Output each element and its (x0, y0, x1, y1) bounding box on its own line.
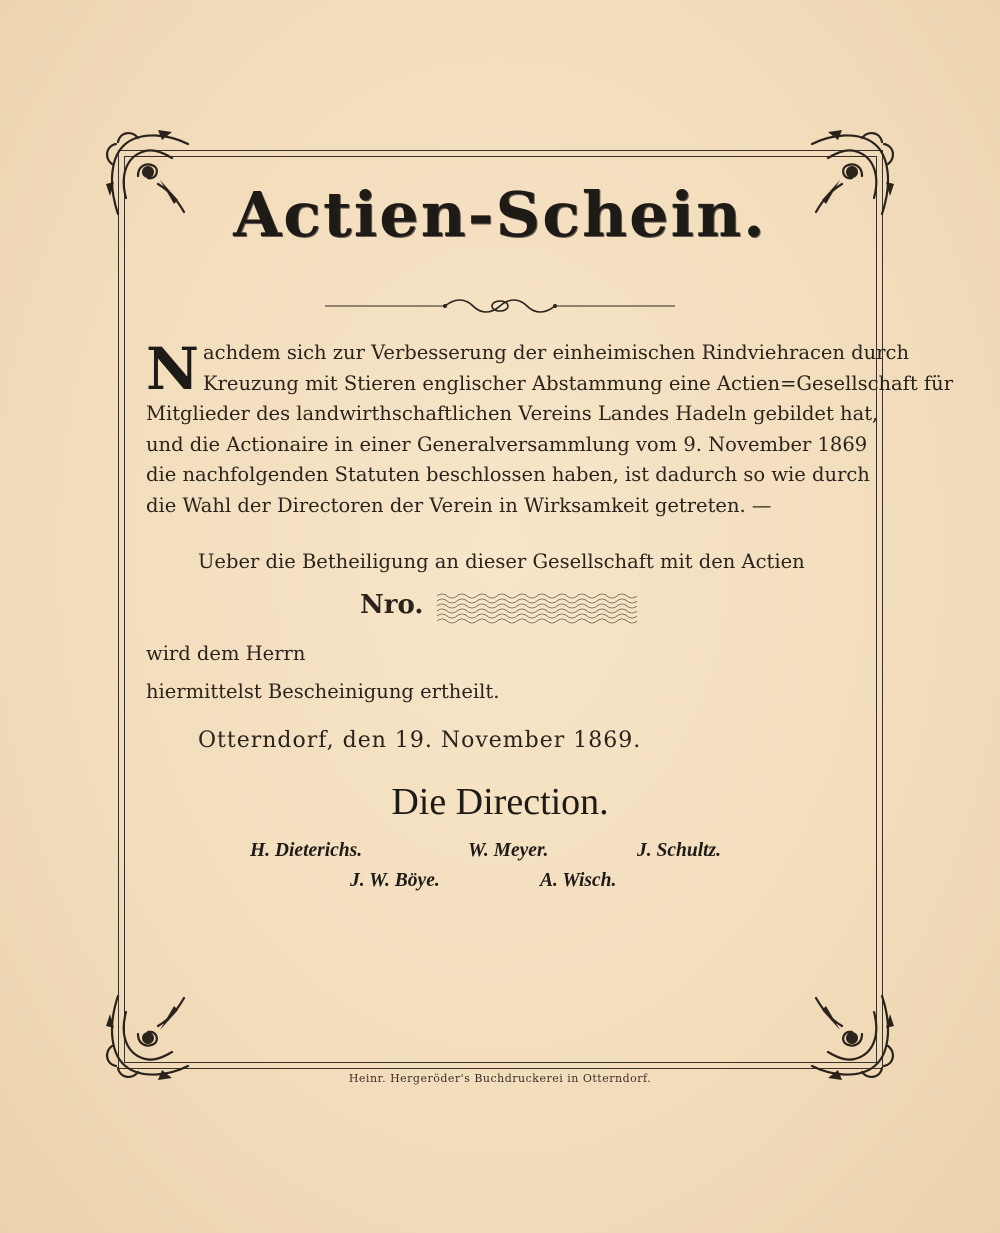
paragraph-line: Kreuzung mit Stieren englischer Abstammung eine Actien=Gesellschaft für (203, 371, 954, 395)
paragraph-line: die Wahl der Directoren der Verein in Wirksamkeit getreten. — (146, 493, 772, 517)
signatory-name: H. Dieterichs. (250, 840, 363, 861)
printer-imprint: Heinr. Hergeröder's Buchdruckerei in Otterndorf. (348, 1072, 652, 1085)
drop-cap: N (146, 335, 200, 403)
page-title: Actien-Schein. (233, 178, 767, 251)
signatory-name: A. Wisch. (540, 870, 617, 891)
certification-line: hiermittelst Bescheinigung ertheilt. (146, 680, 500, 703)
direction-heading: Die Direction. (391, 781, 609, 823)
place-and-date: Otterndorf, den 19. November 1869. (198, 728, 642, 753)
paragraph-line: achdem sich zur Verbesserung der einheimischen Rindviehracen durch (203, 341, 910, 364)
paragraph-line: und die Actionaire in einer Generalversammlung vom 9. November 1869 (146, 432, 868, 456)
signatory-name: J. Schultz. (637, 840, 721, 861)
paragraph-line: die nachfolgenden Statuten beschlossen haben, ist dadurch so wie durch (146, 463, 870, 486)
herrn-line: wird dem Herrn (146, 642, 306, 665)
nro-guilloche-field (437, 592, 642, 626)
paragraph-line: Mitglieder des landwirthschaftlichen Vereins Landes Hadeln gebildet hat, (146, 402, 879, 425)
signatory-name: J. W. Böye. (350, 870, 440, 891)
main-paragraph (146, 335, 954, 521)
title-divider-ornament (325, 296, 675, 316)
signatory-name: W. Meyer. (468, 840, 549, 861)
nro-label: Nro. (360, 590, 424, 620)
corner-ornament-bottom-right (806, 990, 902, 1086)
ornament-icon (806, 990, 902, 1086)
ornament-icon (98, 990, 194, 1086)
corner-ornament-bottom-left (98, 990, 194, 1086)
participation-line: Ueber die Betheiligung an dieser Gesellschaft mit den Actien (198, 550, 805, 573)
